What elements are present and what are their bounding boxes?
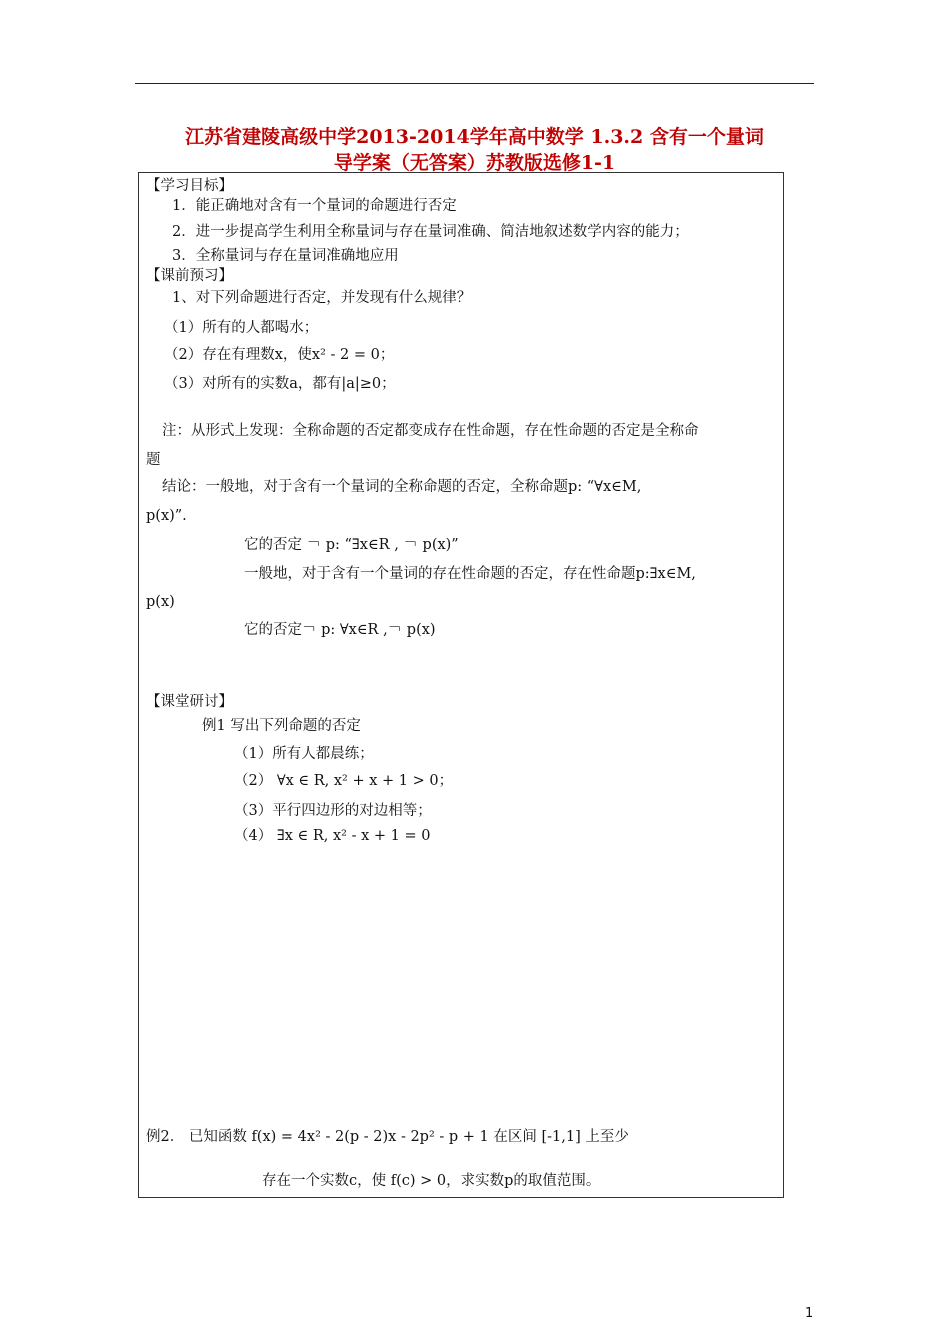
- proposition-1: （1）所有的人都喝水；: [164, 320, 319, 336]
- example-1-title: 例1 写出下列命题的否定: [202, 718, 361, 734]
- page-number: 1: [805, 1306, 814, 1321]
- conclusion-line2: p(x)”.: [146, 508, 187, 524]
- universal-negation: 它的否定 ￢ p: “∃x∈R , ￢ p(x)”: [244, 537, 459, 553]
- preview-heading: 【课前预习】: [146, 268, 233, 284]
- objective-item: 1．能正确地对含有一个量词的命题进行否定: [172, 198, 457, 214]
- proposition-3: （3）对所有的实数a，都有|a|≥0；: [164, 376, 396, 392]
- classwork-heading: 【课堂研讨】: [146, 694, 233, 710]
- example-1-item: （2） ∀x ∈ R, x² + x + 1 > 0；: [234, 773, 454, 789]
- note-line1: 注：从形式上发现：全称命题的否定都变成存在性命题，存在性命题的否定是全称命: [162, 423, 699, 439]
- objectives-heading: 【学习目标】: [146, 178, 233, 194]
- example-1-item: （4） ∃x ∈ R, x² - x + 1 = 0: [234, 828, 431, 844]
- proposition-2: （2）存在有理数x，使x² - 2 = 0；: [164, 347, 395, 363]
- existential-line1: 一般地，对于含有一个量词的存在性命题的否定，存在性命题p:∃x∈M,: [244, 566, 696, 582]
- existential-negation: 它的否定￢ p: ∀x∈R ,￢ p(x): [244, 622, 436, 638]
- objective-item: 3．全称量词与存在量词准确地应用: [172, 248, 399, 264]
- objective-item: 2．进一步提高学生利用全称量词与存在量词准确、简洁地叙述数学内容的能力；: [172, 224, 689, 240]
- example-1-item: （3）平行四边形的对边相等；: [234, 803, 432, 819]
- example-2-line2: 存在一个实数c，使 f(c) > 0，求实数p的取值范围。: [262, 1173, 601, 1189]
- example-2-line1: 例2． 已知函数 f(x) = 4x² - 2(p - 2)x - 2p² - p + 1 在区间 [-1,1] 上至少: [146, 1129, 629, 1145]
- document-title-line1: 江苏省建陵高级中学2013-2014学年高中数学 1.3.2 含有一个量词: [185, 126, 764, 148]
- document-title-line2: 导学案（无答案）苏教版选修1-1: [333, 152, 616, 174]
- existential-line2: p(x): [146, 594, 175, 610]
- note-line2: 题: [146, 452, 161, 468]
- preview-question: 1、对下列命题进行否定，并发现有什么规律？: [172, 290, 472, 306]
- header-rule: [135, 83, 814, 84]
- conclusion-line1: 结论：一般地，对于含有一个量词的全称命题的否定，全称命题p: “∀x∈M,: [162, 479, 642, 495]
- example-1-item: （1）所有人都晨练；: [234, 746, 374, 762]
